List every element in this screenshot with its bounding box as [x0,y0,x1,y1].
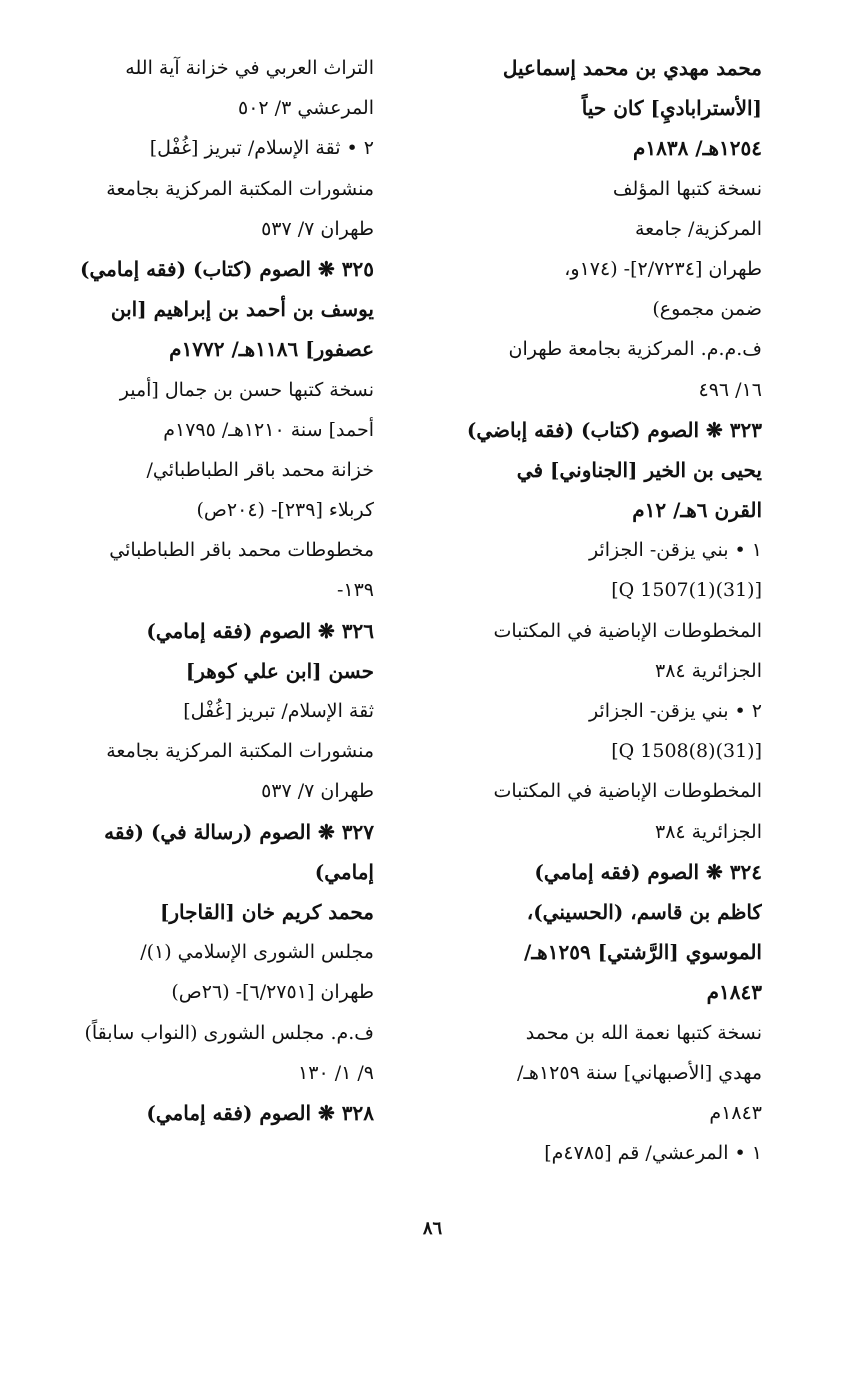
left-column-line-9: نسخة كتبها حسن بن جمال [أمير [119,378,374,401]
left-column-line-11: خزانة محمد باقر الطباطبائي/ [146,458,374,481]
right-column-line-10: ٣٢٣ ❋ الصوم (كتاب) (فقه إباضي) [466,417,762,442]
left-column-line-21: إمامي) [314,859,374,884]
left-column-line-4: منشورات المكتبة المركزية بجامعة [106,177,374,200]
left-column-line-3: ٢ • ثقة الإسلام/ تبريز [غُفْل] [149,137,374,160]
left-column-line-5: طهران ٧/ ٥٣٧ [261,217,374,240]
left-column-line-12: كربلاء [٢٣٩]- (٢٠٤ص) [196,499,374,522]
right-column-line-2: [الأستراباديِ] كان حياً [581,96,762,121]
right-column-line-18: [(31)Q 1508(8)] [611,740,762,763]
left-column-line-26: ٩/ ١/ ١٣٠ [298,1061,374,1084]
left-column-line-24: طهران [٦/٢٧٥١]- (٢٦ص) [171,981,374,1004]
right-column-line-17: ٢ • بني يزقن- الجزائر [588,700,762,722]
right-column-line-16: الجزائرية ٣٨٤ [654,659,762,682]
left-column-line-6: ٣٢٥ ❋ الصوم (كتاب) (فقه إمامي) [80,256,374,281]
left-column-line-27: ٣٢٨ ❋ الصوم (فقه إمامي) [146,1100,374,1125]
right-column [457,48,762,1173]
left-column-line-2: المرعشي ٣/ ٥٠٢ [238,97,374,120]
right-column-line-4: نسخة كتبها المؤلف [612,177,762,200]
right-column-line-5: المركزية/ جامعة [634,217,762,240]
right-column-line-7: ضمن مجموع) [652,298,762,321]
left-column [44,48,374,1133]
right-column-line-9: ١٦/ ٤٩٦ [698,378,762,401]
left-column-line-25: ف.م. مجلس الشورى (النواب سابقاً) [84,1021,374,1044]
right-column-line-3: ١٢٥٤هـ/ ١٨٣٨م [632,136,762,161]
right-column-line-25: نسخة كتبها نعمة الله بن محمد [525,1021,762,1044]
right-column-line-8: ف.م.م. المركزية بجامعة طهران [508,338,762,361]
left-column-line-13: مخطوطات محمد باقر الطباطبائي [109,539,374,562]
right-column-line-19: المخطوطات الإباضية في المكتبات [493,780,762,803]
right-column-line-1: محمد مهدي بن محمد إسماعيل [502,56,762,80]
right-column-line-11: يحيى بن الخير [الجناوني] في [516,457,762,482]
right-column-line-26: مهدي [الأصبهاني] سنة ١٢٥٩هـ/ [516,1061,762,1084]
left-column-line-7: يوسف بن أحمد بن إبراهيم [ابن [110,297,374,322]
right-column-line-14: [(31)Q 1507(1)] [611,579,762,602]
right-column-line-15: المخطوطات الإباضية في المكتبات [493,619,762,642]
right-column-line-20: الجزائرية ٣٨٤ [654,820,762,843]
page-number: ٨٦ [422,1218,443,1239]
left-column-line-18: منشورات المكتبة المركزية بجامعة [106,740,374,763]
left-column-line-22: محمد كريم خان [القاجار] [159,899,374,924]
right-column-line-22: كاظم بن قاسم، (الحسيني)، [526,899,762,924]
left-column-line-15: ٣٢٦ ❋ الصوم (فقه إمامي) [146,618,374,643]
right-column-line-13: ١ • بني يزقن- الجزائر [588,539,762,562]
right-column-line-21: ٣٢٤ ❋ الصوم (فقه إمامي) [534,859,762,884]
left-column-line-14: ١٣٩- [336,579,374,602]
left-column-line-19: طهران ٧/ ٥٣٧ [261,780,374,803]
right-column-line-24: ١٨٤٣م [706,980,762,1005]
left-column-line-23: مجلس الشورى الإسلامي (١)/ [140,941,374,964]
right-column-line-28: ١ • المرعشي/ قم [٤٧٨٥م] [544,1142,762,1165]
right-column-line-12: القرن ٦هـ/ ١٢م [632,498,762,523]
left-column-line-8: عصفور] ١١٨٦هـ/ ١٧٧٢م [169,337,374,362]
left-column-line-16: حسن [ابن علي كوهر] [185,658,374,683]
right-column-line-27: ١٨٤٣م [709,1101,762,1124]
left-column-line-17: ثقة الإسلام/ تبريز [غُفْل] [183,700,374,722]
left-column-line-20: ٣٢٧ ❋ الصوم (رسالة في) (فقه [104,819,374,844]
left-column-line-1: التراث العربي في خزانة آية الله [125,57,374,79]
right-column-line-6: طهران [٢/٧٢٣٤]- (١٧٤و، [564,257,762,280]
right-column-line-23: الموسوي [الرَّشتي] ١٢٥٩هـ/ [524,940,762,965]
left-column-line-10: أحمد] سنة ١٢١٠هـ/ ١٧٩٥م [163,418,374,441]
